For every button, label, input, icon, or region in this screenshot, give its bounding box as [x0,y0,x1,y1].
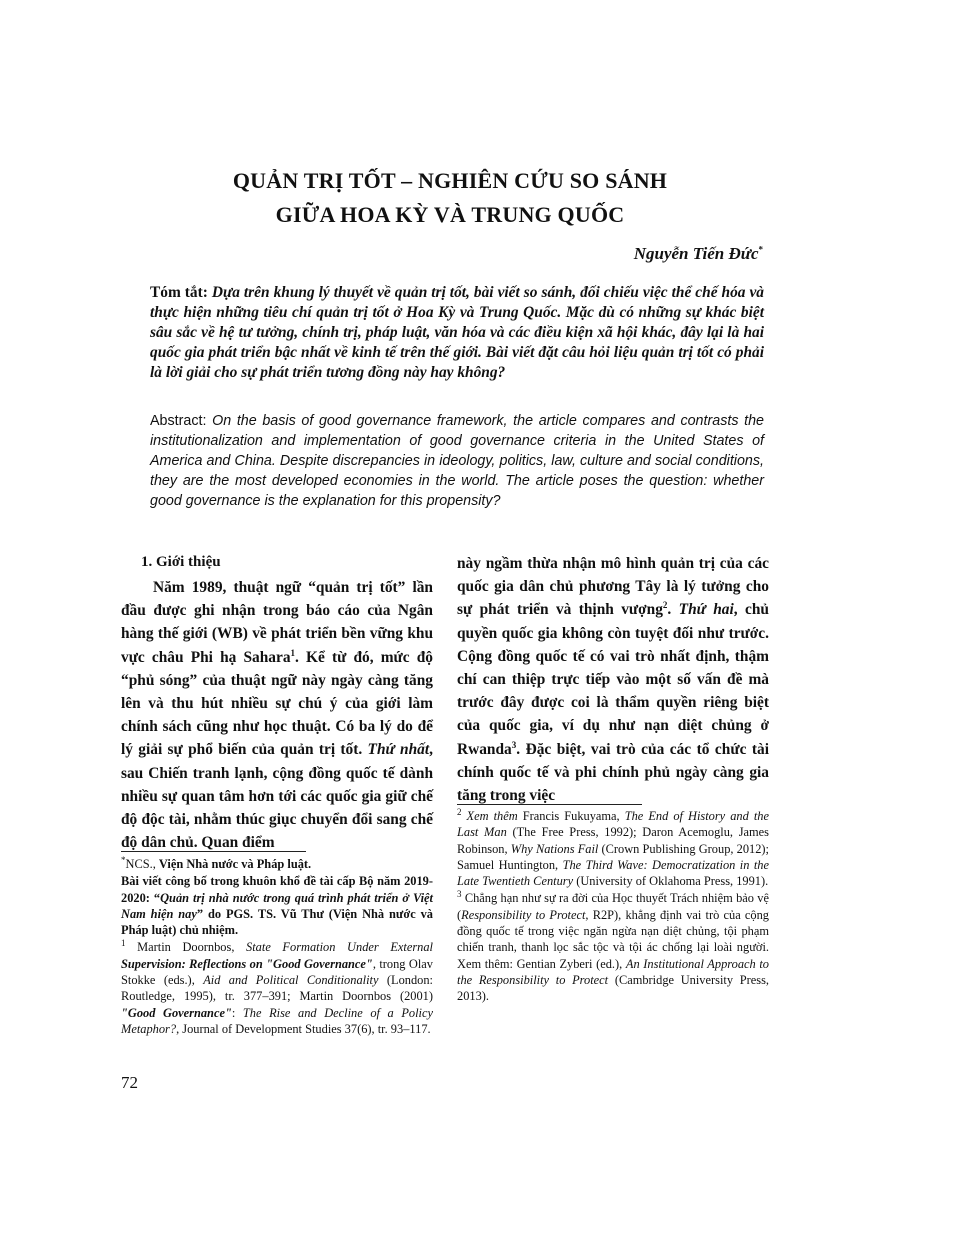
footnote-1-a: Martin Doornbos, [125,940,247,955]
footnote-project-text: Bài viết công bố trong khuôn khổ đề tài cấp Bộ năm 2019-2020: “ [121,874,433,905]
footnote-1-i: The Rise and Decline of a Policy Metaphor? [121,1005,433,1036]
footnote-1-g: "Good Governance" [121,1005,232,1020]
footnote-1-f: (London: Routledge, 1995), tr. 377–391; Martin Doornbos (2001) [121,973,433,1004]
footnotes-right [457,808,769,1006]
footnote-2-e: Why Nations Fail [510,841,599,856]
footnote-3-b: Responsibility to Protect [461,907,586,922]
footnote-3-c: , R2P), khẳng định vai trò của cộng đồng quốc tế trong việc ngăn ngừa nạn diệt chủng, tội phạm chiến tranh, thanh lọc sắc tộc và tội ác chống lại loài người. Xem thêm: Gentian Zyberi (ed.), [457,907,769,971]
left-p1-text: Năm 1989, thuật ngữ “quản trị tốt” lần đầu được ghi nhận trong báo cáo của Ngân hàng thế giới (WB) về phát triển bền vững khu vực châu Phi hạ Sahara [121,579,433,666]
english-abstract [150,411,764,511]
footnotes-left [121,856,433,1038]
left-column [121,552,433,854]
footnote-3-d: An Institutional Approach to the Responsibility to Protect [457,956,769,987]
footnote-3-e: (Cambridge University Press, 2013). [457,972,769,1004]
footnote-2-mark: 2 [457,806,462,817]
footnote-1-d: , trong Olav Stokke (eds.), [121,956,433,988]
footnote-3-mark: 3 [457,889,462,900]
right-p2-lead: Thứ hai [678,601,734,619]
right-paragraph-1 [457,552,769,807]
section-heading: 1. Giới thiệu [141,554,221,570]
footnote-1-h: : [231,1005,243,1020]
summary-text: Dựa trên khung lý thuyết về quản trị tốt, bài viết so sánh, đối chiếu việc thể chế hóa và thực hiện những tiêu chí quản trị tốt ở Hoa Kỳ và Trung Quốc. Mặc dù có những sự khác biệt sâu sắc về hệ tư tưởng, chính trị, pháp luật, văn hóa và các điều kiện xã hội khác, đây lại là hai quốc gia phát triển bậc nhất về kinh tế trên thế giới. Bài viết đặt câu hỏi liệu quản trị tốt có phải là lời giải cho sự phát triển tương đồng này hay không? [150,284,765,381]
footnote-1-c: Supervision: Reflections on "Good Governance" [121,956,373,971]
footnote-1-j: , Journal of Development Studies 37(6), tr. 93–117. [176,1021,431,1036]
footnote-project [121,873,433,938]
footnote-1 [121,939,433,1037]
title-line-2: GIỮA HOA KỲ VÀ TRUNG QUỐC [275,202,625,227]
footnote-project-end: ” do PGS. TS. Vũ Thư (Viện Nhà nước và Pháp luật) chủ nhiệm. [121,906,433,938]
author-name [634,244,763,264]
footnote-2 [457,808,769,889]
right-p2-cont: . Đặc biệt, vai trò của các tổ chức tài chính quốc tế và phi chính phủ ngày càng gia tăng trong việc [457,740,769,805]
footnote-ref-2: 2 [662,600,668,611]
title-line-1: QUẢN TRỊ TỐT – NGHIÊN CỨU SO SÁNH [232,168,668,193]
footnote-2-h: (University of Oklahoma Press, 1991). [573,874,769,889]
footnote-author [121,856,433,872]
article-title [140,164,760,232]
author-name-text: Nguyễn Tiến Đức [633,244,759,263]
footnote-2-g: The Third Wave: Democratization in the Late Twentieth Century [457,857,769,889]
footnote-1-mark: 1 [121,938,126,949]
footnote-ref-3: 3 [511,739,517,750]
footnote-2-c: The End of History and the Last Man [457,809,769,840]
left-paragraph-1 [121,576,433,854]
footnote-star-mark: * [121,854,126,865]
author-footnote-mark: * [758,244,763,255]
footnote-3 [457,890,769,1004]
footnote-2-a: Xem thêm [461,809,523,823]
abstract-label: Abstract: [150,413,207,429]
footnote-divider-right [457,804,642,805]
footnote-divider-left [121,851,306,852]
right-p2-text: , chủ quyền quốc gia không còn tuyệt đối như trước. Cộng đồng quốc tế có vai trò nhất định, thậm chí can thiệp trực tiếp vào một số vấn đề mà trước đây được coi là thẩm quyền riêng biệt của quốc gia, ví dụ như nạn diệt chủng ở Rwanda [457,601,769,758]
footnote-2-b: Francis Fukuyama, [522,809,625,823]
vietnamese-summary [150,283,764,383]
footnote-2-d: (The Free Press, 1992); Daron Acemoglu, James Robinson, [457,825,769,856]
left-p2-text: , sau Chiến tranh lạnh, cộng đồng quốc tế dành nhiều sự quan tâm hơn tới các quốc gia giữ chế độ độc tài, nhằm thúc giục chuyển đổi sang chế độ dân chủ. Quan điểm [121,741,433,852]
left-p1-cont: . Kể từ đó, mức độ “phủ sóng” của thuật ngữ này ngày càng tăng lên và thu hút nhiều sự chú ý của giới làm chính sách cũng như học thuật. Có ba lý do để lý giải sự phổ biến của quản trị tốt. [121,648,433,759]
footnote-2-f: (Crown Publishing Group, 2012); Samuel Huntington, [457,841,770,872]
footnote-3-a: Chẳng hạn như sự ra đời của Học thuyết Trách nhiệm bảo vệ ( [457,891,769,922]
page-number: 72 [121,1073,138,1092]
right-p1-text: này ngầm thừa nhận mô hình quản trị của các quốc gia dân chủ phương Tây là lý tưởng cho sự phát triển và thịnh vượng [457,555,769,619]
abstract-text: On the basis of good governance framework, the article compares and contrasts the institutionalization and implementation of good governance criteria in the United States of America and China. Despite discrepancies in ideology, politics, law, culture and social conditions, they are the most developed economies in the world. The article poses the question: whether good governance is the explanation for this propensity? [150,413,764,509]
footnote-project-title: Quản trị nhà nước trong quá trình phát triển ở Việt Nam hiện nay [121,890,433,921]
footnote-ref-1: 1 [290,647,296,658]
footnote-1-b: State Formation Under External [246,940,433,955]
summary-label: Tóm tắt: [150,284,208,301]
right-p1-end: . [667,601,672,619]
left-p2-lead: Thứ nhất [367,741,430,759]
footnote-star-text: NCS., [125,857,159,871]
footnote-star-affiliation: Viện Nhà nước và Pháp luật. [158,857,312,871]
right-column [457,552,769,807]
footnote-1-e: Aid and Political Conditionality [203,973,379,988]
